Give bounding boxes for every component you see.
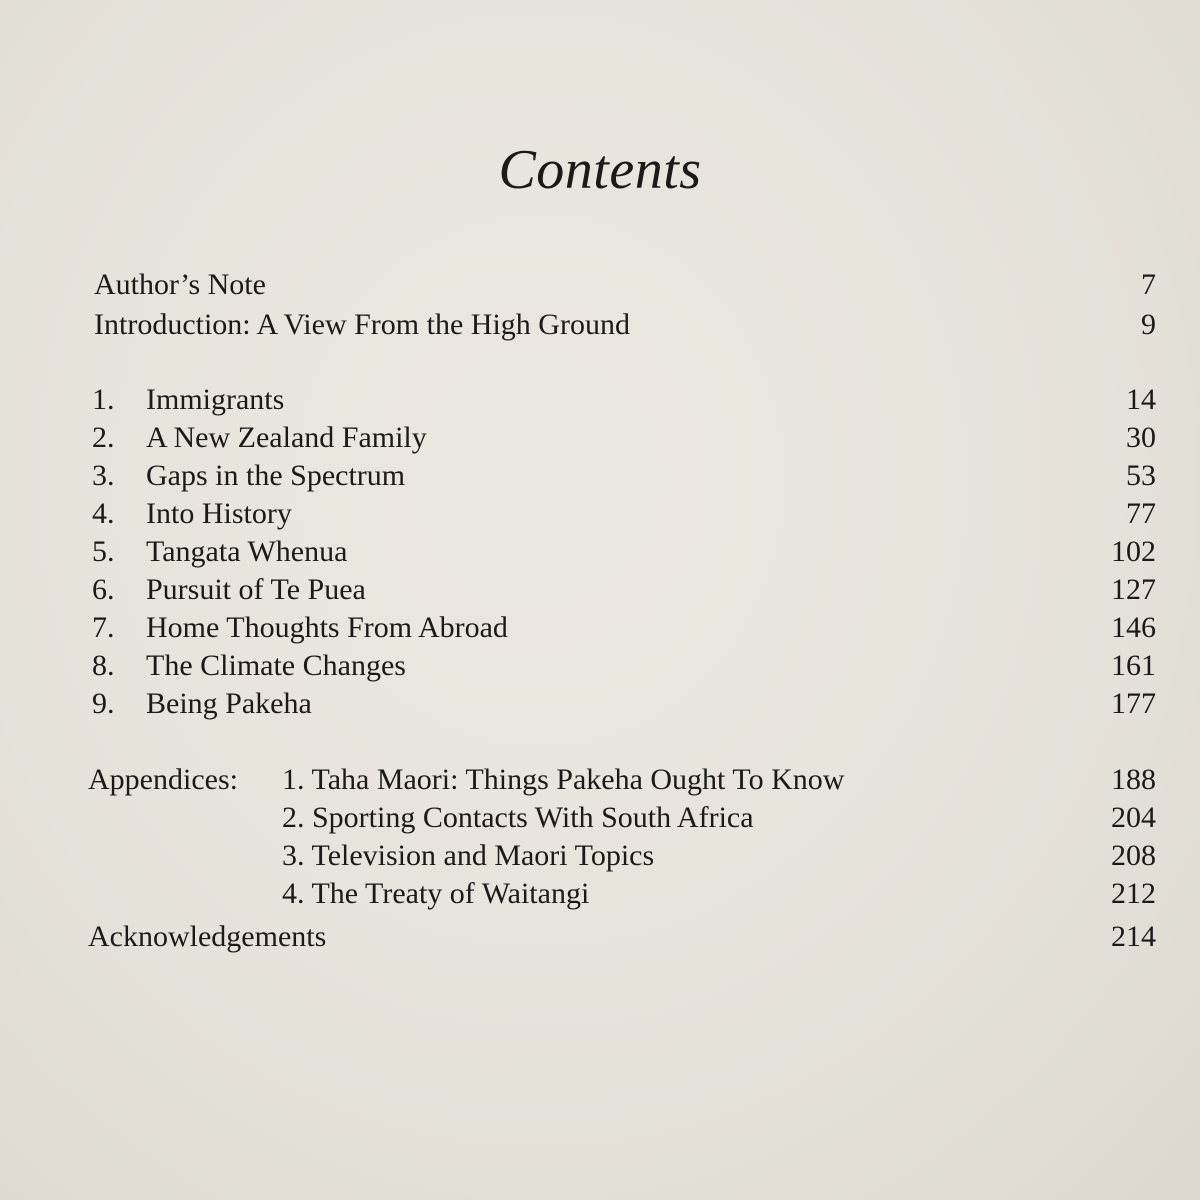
toc-entry-appendix-1-title — [282, 762, 844, 798]
chapter-number: 5. — [92, 535, 115, 568]
toc-entry-appendix-4 — [282, 876, 589, 912]
toc-page-number: 30 — [1126, 421, 1156, 454]
chapter-number: 1. — [92, 383, 115, 416]
toc-entry-label: Immigrants — [146, 383, 285, 416]
toc-entry-label: 2. Sporting Contacts With South Africa — [282, 801, 754, 834]
toc-entry-label: 1. Taha Maori: Things Pakeha Ought To Know — [282, 763, 845, 796]
toc-entry-chapter-2 — [92, 420, 427, 456]
toc-entry-introduction — [94, 307, 630, 343]
toc-entry-label: A New Zealand Family — [146, 421, 427, 454]
toc-entry-chapter-4 — [92, 496, 292, 532]
toc-page-number: 146 — [1111, 611, 1156, 644]
toc-entry-label: Into History — [146, 497, 292, 530]
toc-page-number: 177 — [1111, 687, 1156, 720]
toc-entry-label: Tangata Whenua — [146, 535, 348, 568]
toc-entry-appendix-1 — [88, 762, 238, 798]
toc-page-number: 208 — [1111, 839, 1156, 872]
chapter-number: 6. — [92, 573, 115, 606]
chapter-number: 4. — [92, 497, 115, 530]
appendices-label: Appendices: — [88, 763, 238, 796]
toc-entry-label: The Climate Changes — [146, 649, 406, 682]
toc-page-number: 161 — [1111, 649, 1156, 682]
toc-entry-label: 3. Television and Maori Topics — [282, 839, 655, 872]
toc-page-number: 102 — [1111, 535, 1156, 568]
toc-entry-chapter-6 — [92, 572, 366, 608]
toc-entry-chapter-8 — [92, 648, 406, 684]
page-title: Contents — [498, 139, 702, 201]
toc-page-number: 9 — [1141, 308, 1156, 341]
chapter-number: 3. — [92, 459, 115, 492]
toc-entry-appendix-2 — [282, 800, 754, 836]
toc-page-number: 7 — [1141, 268, 1156, 301]
toc-entry-chapter-7 — [92, 610, 508, 646]
chapter-number: 8. — [92, 649, 115, 682]
toc-entry-label: Pursuit of Te Puea — [146, 573, 366, 606]
toc-entry-chapter-3 — [92, 458, 405, 494]
toc-page-number: 77 — [1126, 497, 1156, 530]
toc-page-number: 53 — [1126, 459, 1156, 492]
toc-entry-label: 4. The Treaty of Waitangi — [282, 877, 590, 910]
chapter-number: 2. — [92, 421, 115, 454]
toc-entry-label: Acknowledgements — [88, 920, 327, 953]
toc-entry-chapter-5 — [92, 534, 347, 570]
chapter-number: 7. — [92, 611, 115, 644]
toc-entry-authors-note — [94, 267, 266, 303]
chapter-number: 9. — [92, 687, 115, 720]
toc-page-number: 212 — [1111, 877, 1156, 910]
toc-entry-chapter-1 — [92, 382, 284, 418]
toc-page-number: 204 — [1111, 801, 1156, 834]
toc-entry-label: Being Pakeha — [146, 687, 312, 720]
toc-entry-acknowledgements — [88, 919, 326, 955]
toc-entry-chapter-9 — [92, 686, 312, 722]
toc-entry-appendix-3 — [282, 838, 654, 874]
toc-page-number: 127 — [1111, 573, 1156, 606]
toc-page-number: 214 — [1111, 920, 1156, 953]
toc-page-number: 14 — [1126, 383, 1156, 416]
toc-entry-label: Author’s Note — [94, 268, 266, 301]
toc-page-number: 188 — [1111, 763, 1156, 796]
toc-entry-label: Introduction: A View From the High Ground — [94, 308, 630, 341]
toc-entry-label: Gaps in the Spectrum — [146, 459, 406, 492]
toc-entry-label: Home Thoughts From Abroad — [146, 611, 508, 644]
